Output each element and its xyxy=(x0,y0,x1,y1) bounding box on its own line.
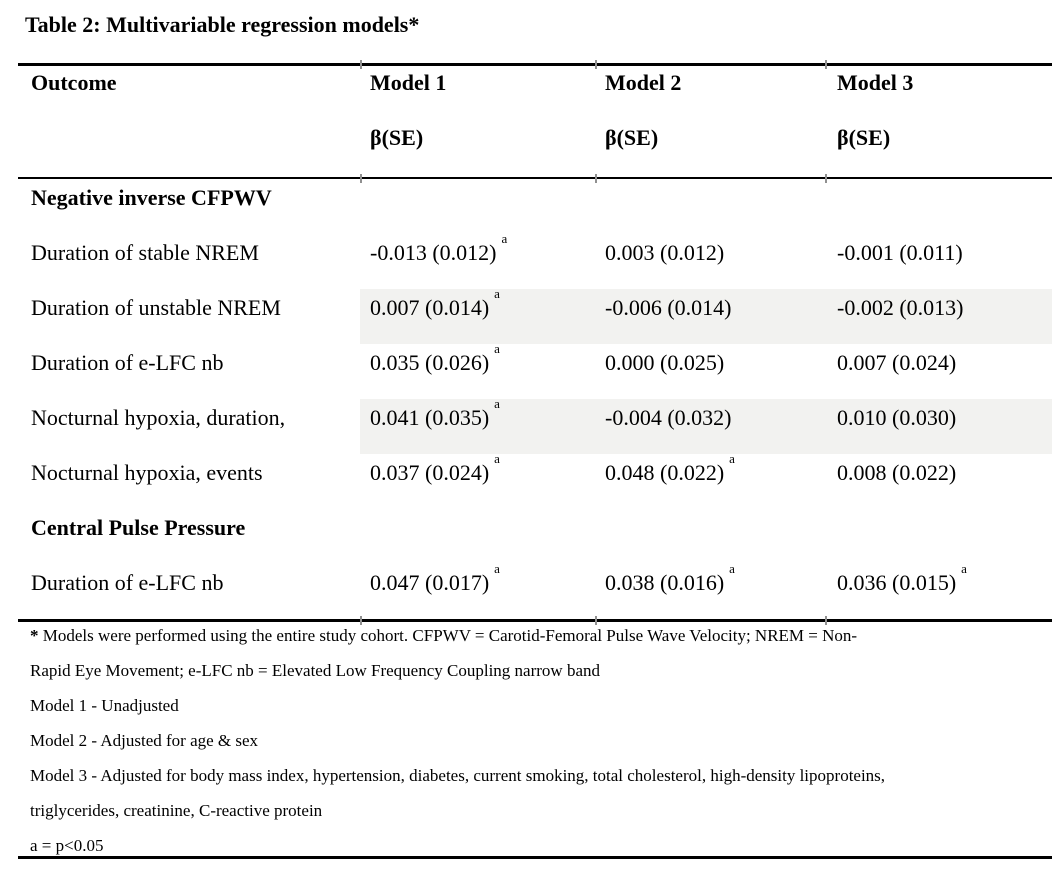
table-top-rule xyxy=(18,63,1052,66)
significance-marker: a xyxy=(494,450,500,466)
beta-se-value: 0.036 (0.015) xyxy=(837,570,957,595)
value-cell xyxy=(360,230,595,289)
footnote-line: triglycerides, creatinine, C-reactive protein xyxy=(30,801,323,820)
beta-se-value: 0.048 (0.022) xyxy=(605,460,725,485)
beta-se-value: -0.002 (0.013) xyxy=(837,295,964,320)
table-header-rule xyxy=(18,177,1052,179)
significance-marker: a xyxy=(501,230,508,246)
outcome-cell: Duration of e-LFC nb xyxy=(31,350,224,375)
section-header-row xyxy=(18,179,1052,234)
value-cell xyxy=(595,234,825,289)
column-boundary-tick xyxy=(825,174,827,183)
value-cell xyxy=(825,399,1052,454)
value-cell xyxy=(825,454,1052,509)
beta-se-value: 0.047 (0.017) xyxy=(370,570,490,595)
regression-table xyxy=(18,63,1052,622)
beta-se-value: 0.035 (0.026) xyxy=(370,350,490,375)
beta-se-value: 0.041 (0.035) xyxy=(370,405,490,430)
beta-se-value: 0.008 (0.022) xyxy=(837,460,957,485)
significance-marker: a xyxy=(494,560,500,576)
column-boundary-tick xyxy=(595,60,597,69)
header-label: Model 1 xyxy=(370,70,447,95)
significance-marker: a xyxy=(494,285,500,301)
column-boundary-tick xyxy=(825,60,827,69)
column-boundary-tick xyxy=(360,60,362,69)
value-cell xyxy=(360,450,595,509)
header-cell-model1 xyxy=(360,66,595,177)
outcome-cell: Nocturnal hypoxia, duration, xyxy=(31,405,286,430)
header-label: Outcome xyxy=(31,70,117,95)
significance-marker: a xyxy=(494,395,500,411)
value-cell xyxy=(360,285,595,344)
outcome-cell: Duration of e-LFC nb xyxy=(31,570,224,595)
header-sublabel: β(SE) xyxy=(837,125,891,150)
significance-marker: a xyxy=(729,560,735,576)
outcome-cell: Duration of unstable NREM xyxy=(31,295,281,320)
value-cell xyxy=(360,340,595,399)
significance-marker: a xyxy=(494,340,500,356)
header-sublabel xyxy=(31,125,360,151)
footnote-line: Model 1 - Unadjusted xyxy=(30,696,179,715)
footnote-line: Rapid Eye Movement; e-LFC nb = Elevated Low Frequency Coupling narrow band xyxy=(30,661,600,680)
header-sublabel: β(SE) xyxy=(370,125,424,150)
table-row xyxy=(18,340,1052,399)
value-cell xyxy=(825,344,1052,399)
header-cell-model3 xyxy=(825,66,1052,177)
value-cell xyxy=(595,289,825,344)
header-cell-outcome xyxy=(18,66,360,177)
value-cell xyxy=(595,450,825,509)
beta-se-value: 0.038 (0.016) xyxy=(605,570,725,595)
value-cell xyxy=(595,560,825,619)
value-cell xyxy=(595,399,825,454)
outcome-cell: Duration of stable NREM xyxy=(31,240,259,265)
beta-se-value: 0.000 (0.025) xyxy=(605,350,725,375)
beta-se-value: 0.037 (0.024) xyxy=(370,460,490,485)
table-body xyxy=(18,179,1052,619)
column-boundary-tick xyxy=(360,174,362,183)
beta-se-value: 0.007 (0.024) xyxy=(837,350,957,375)
footnote-line: a = p<0.05 xyxy=(30,836,104,855)
beta-se-value: 0.007 (0.014) xyxy=(370,295,490,320)
footnote-line: * Models were performed using the entire study cohort. CFPWV = Carotid-Femoral Pulse Wave Velocity; NREM = Non- xyxy=(30,626,858,645)
beta-se-value: 0.010 (0.030) xyxy=(837,405,957,430)
footnote-line: Model 2 - Adjusted for age & sex xyxy=(30,731,259,750)
section-header-label: Central Pulse Pressure xyxy=(31,515,246,540)
section-header-label: Negative inverse CFPWV xyxy=(31,185,272,210)
significance-marker: a xyxy=(961,560,967,576)
footnote-asterisk: * xyxy=(30,626,39,645)
header-label: Model 3 xyxy=(837,70,914,95)
header-label: Model 2 xyxy=(605,70,682,95)
value-cell xyxy=(360,395,595,454)
beta-se-value: -0.006 (0.014) xyxy=(605,295,732,320)
value-cell xyxy=(825,289,1052,344)
table-row xyxy=(18,450,1052,509)
header-sublabel: β(SE) xyxy=(605,125,659,150)
value-cell xyxy=(595,344,825,399)
table-header-row xyxy=(18,66,1052,177)
beta-se-value: 0.003 (0.012) xyxy=(605,240,725,265)
footnote-line: Model 3 - Adjusted for body mass index, hypertension, diabetes, current smoking, total cholesterol, high-density lipoproteins, xyxy=(30,766,886,785)
value-cell xyxy=(825,234,1052,289)
column-boundary-tick xyxy=(595,174,597,183)
table-row xyxy=(18,560,1052,619)
table-row xyxy=(18,395,1052,454)
page-bottom-rule xyxy=(18,856,1052,859)
section-header-row xyxy=(18,509,1052,564)
value-cell xyxy=(825,560,1052,619)
value-cell xyxy=(360,560,595,619)
beta-se-value: -0.013 (0.012) xyxy=(370,240,497,265)
beta-se-value: -0.004 (0.032) xyxy=(605,405,732,430)
table-row xyxy=(18,285,1052,344)
outcome-cell: Nocturnal hypoxia, events xyxy=(31,460,263,485)
significance-marker: a xyxy=(729,450,735,466)
footnotes xyxy=(30,618,1036,863)
table-title: Table 2: Multivariable regression models* xyxy=(25,12,420,37)
table-row xyxy=(18,230,1052,289)
header-cell-model2 xyxy=(595,66,825,177)
beta-se-value: -0.001 (0.011) xyxy=(837,240,963,265)
